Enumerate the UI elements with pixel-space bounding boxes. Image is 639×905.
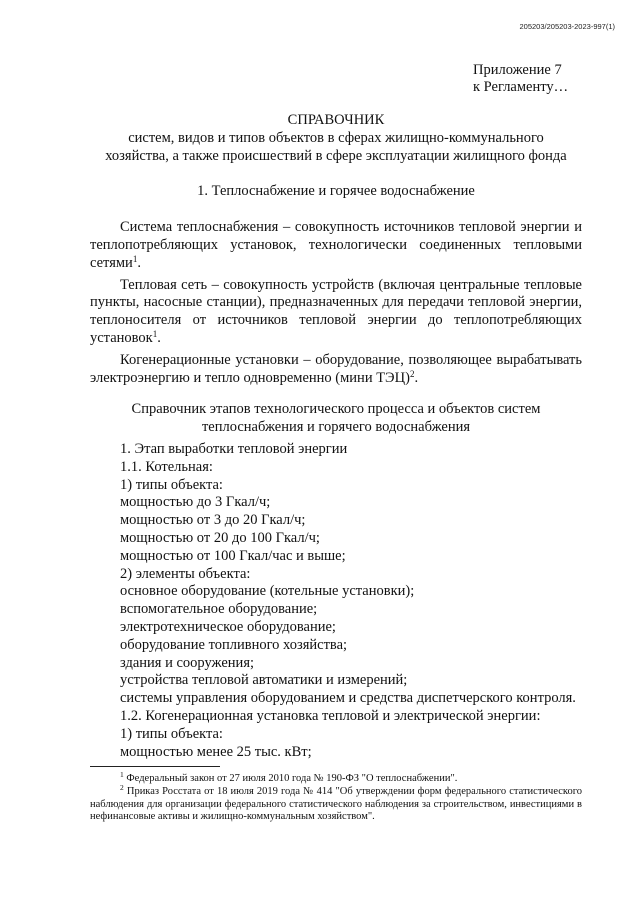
footnote-separator (90, 766, 220, 767)
title-subtitle-line-2: хозяйства, а также происшествий в сфере эксплуатации жилищного фонда (105, 147, 567, 164)
list-item: мощностью до 3 Гкал/ч; (120, 494, 271, 511)
footnotes (90, 770, 583, 824)
list-item: 1. Этап выработки тепловой энергии (120, 440, 348, 457)
list-item: мощностью менее 25 тыс. кВт; (120, 743, 312, 760)
definition-paragraph (90, 352, 582, 388)
list-item: мощностью от 3 до 20 Гкал/ч; (120, 512, 306, 529)
definition-end: . (157, 329, 161, 346)
list-item: мощностью от 20 до 100 Гкал/ч; (120, 529, 320, 546)
footnote-text: Федеральный закон от 27 июля 2010 года № 190-ФЗ "О теплоснабжении". (126, 773, 458, 784)
definition-paragraph (90, 219, 582, 272)
list-item: основное оборудование (котельные установки); (120, 583, 415, 600)
title-subtitle-line-1: систем, видов и типов объектов в сферах жилищно-коммунального (128, 129, 544, 146)
stages-heading (90, 401, 582, 437)
list-item: оборудование топливного хозяйства; (120, 636, 348, 653)
list-item: 2) элементы объекта: (120, 565, 251, 582)
definition-text: Тепловая сеть – совокупность устройств (включая центральные тепловые пункты, насосные станции), предназначенных для передачи тепловой энергии, теплоносителя от источников тепловой энергии до теплопотребляющих установок (90, 276, 582, 346)
footnote (90, 770, 582, 786)
list-item: здания и сооружения; (120, 654, 255, 671)
list-item: 1.2. Когенерационная установка тепловой и электрической энергии: (120, 707, 541, 724)
list-item: электротехническое оборудование; (120, 618, 336, 635)
list-item: вспомогательное оборудование; (120, 601, 318, 618)
appendix-note (473, 62, 568, 96)
stages-heading-line-2: теплоснабжения и горячего водоснабжения (201, 419, 471, 436)
list-item: устройства тепловой автоматики и измерений; (120, 672, 408, 689)
definition-end: . (137, 254, 141, 271)
appendix-line-2: к Регламенту… (473, 79, 569, 95)
footnote-number: 2 (120, 782, 124, 792)
definition-paragraph (90, 277, 582, 348)
stages-list (90, 441, 582, 761)
appendix-line-1: Приложение 7 (473, 62, 562, 78)
list-item-wrapped: системы управления оборудованием и средства диспетчерского контроля. (120, 690, 576, 707)
footnote (90, 782, 583, 824)
definition-text: Когенерационные установки – оборудование, позволяющее вырабатывать электроэнергию и тепло одновременно (мини ТЭЦ) (90, 351, 582, 386)
definitions (90, 219, 582, 387)
document-body (90, 112, 582, 761)
footnote-ref: 1 (152, 328, 158, 339)
document-id: 205203/205203-2023-997(1) (519, 22, 615, 31)
list-item: 1.1. Котельная: (120, 458, 213, 475)
footnote-text: Приказ Росстата от 18 июля 2019 года № 414 "Об утверждении форм федерального статистического наблюдения для организации федерального статистического наблюдения за строительством, инвестициями в нефинансовые активы и жилищно-коммунальным хозяйством". (90, 785, 583, 823)
section-heading: 1. Теплоснабжение и горячее водоснабжение (197, 183, 475, 200)
definition-text: Система теплоснабжения – совокупность источников тепловой энергии и теплопотребляющих установок, технологически соединенных тепловыми сетями (90, 219, 582, 271)
footnote-ref: 2 (409, 368, 415, 379)
footnote-ref: 1 (132, 253, 138, 264)
document-title: СПРАВОЧНИК (287, 112, 385, 128)
definition-end: . (414, 369, 419, 386)
stages-heading-line-1: Справочник этапов технологического процесса и объектов систем (131, 401, 541, 418)
list-item: 1) типы объекта: (120, 725, 223, 742)
footnote-number: 1 (120, 770, 124, 779)
list-item: мощностью от 100 Гкал/час и выше; (120, 547, 346, 564)
list-item: 1) типы объекта: (120, 476, 223, 493)
